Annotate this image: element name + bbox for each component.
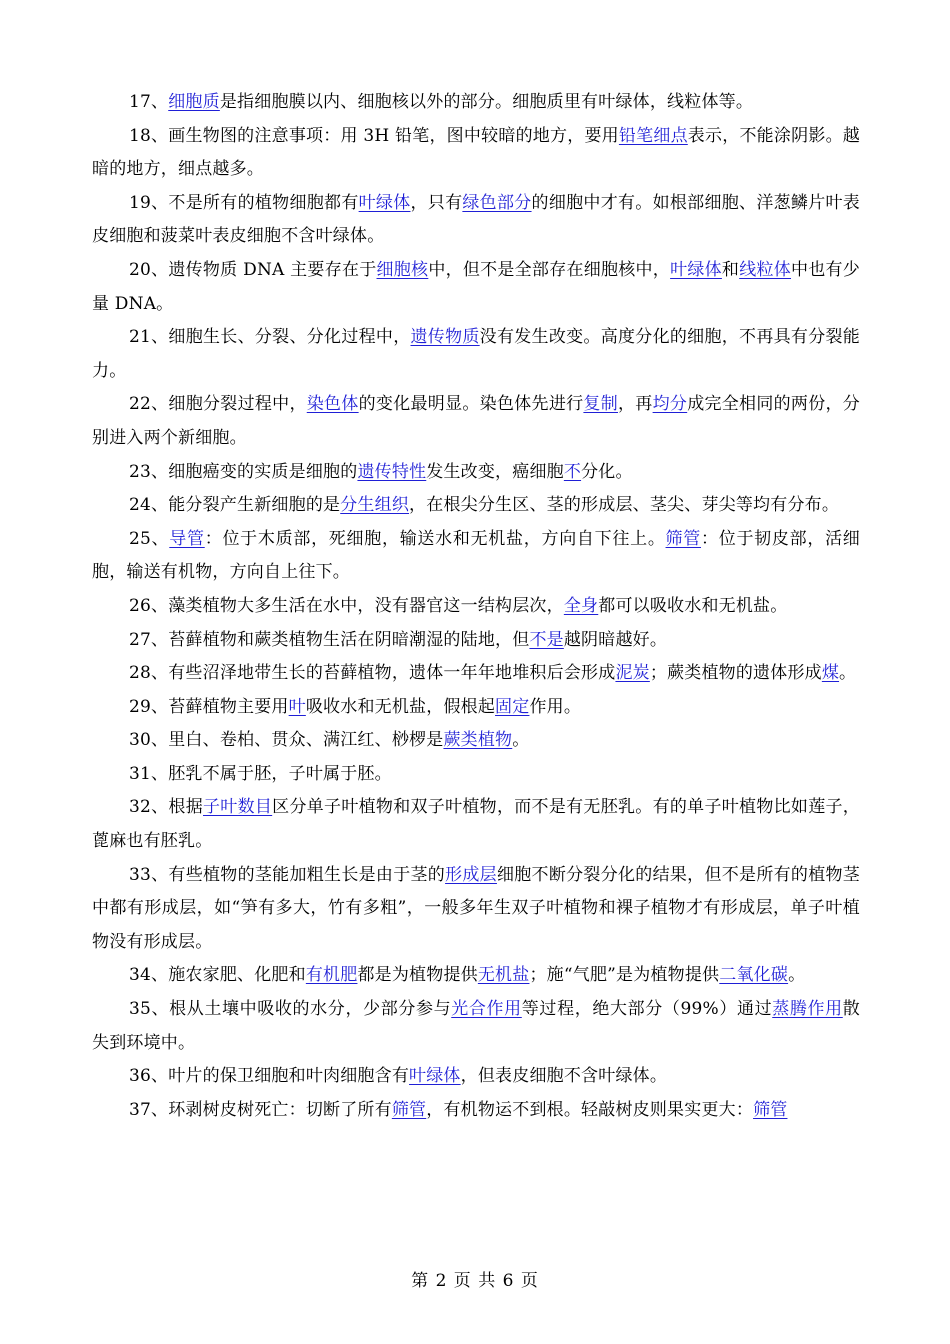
paragraph xyxy=(92,724,860,758)
paragraph xyxy=(92,1094,860,1128)
paragraph-text: 34、施农家肥、化肥和 xyxy=(129,965,306,986)
keyword-link[interactable]: 叶绿体 xyxy=(670,259,722,280)
paragraph-text: 31、胚乳不属于胚，子叶属于胚。 xyxy=(129,763,392,784)
paragraph-text: 24、能分裂产生新细胞的是 xyxy=(129,495,341,516)
keyword-link[interactable]: 绿色部分 xyxy=(462,192,532,213)
keyword-link[interactable]: 不 xyxy=(563,461,582,482)
paragraph-text: 20、遗传物质 DNA 主要存在于 xyxy=(129,259,377,280)
paragraph-text: 细胞不断分裂分化的结果，但不是所有的植物茎中都有形成层，如“笋有多大，竹有多粗”，一般多年生双子叶植物和裸子植物才有形成层，单子叶植物没有形成层。 xyxy=(92,864,860,952)
paragraph-text: 23、细胞癌变的实质是细胞的 xyxy=(129,461,358,482)
keyword-link[interactable]: 复制 xyxy=(583,394,618,415)
paragraph xyxy=(92,959,860,993)
paragraph xyxy=(92,590,860,624)
keyword-link[interactable]: 叶绿体 xyxy=(409,1066,461,1087)
paragraph xyxy=(92,993,860,1060)
keyword-link[interactable]: 蒸腾作用 xyxy=(772,999,843,1020)
paragraph-text: 的细胞中才有。如根部细胞、洋葱鳞片叶表皮细胞和菠菜叶表皮细胞不含叶绿体。 xyxy=(92,192,860,247)
keyword-link[interactable]: 筛管 xyxy=(665,528,701,549)
paragraph-text: 。 xyxy=(839,663,857,684)
paragraph-text: ；蕨类植物的遗体形成 xyxy=(649,663,822,684)
keyword-link[interactable]: 筛管 xyxy=(391,1099,427,1120)
paragraph xyxy=(92,321,860,388)
keyword-link[interactable]: 不是 xyxy=(529,629,564,650)
paragraph xyxy=(92,791,860,858)
paragraph-text: 35、根从土壤中吸收的水分，少部分参与 xyxy=(129,999,452,1020)
keyword-link[interactable]: 叶绿体 xyxy=(358,192,411,213)
paragraph-text: 等过程，绝大部分（99%）通过 xyxy=(521,999,773,1020)
paragraph-text: 19、不是所有的植物细胞都有 xyxy=(129,192,359,213)
keyword-link[interactable]: 泥炭 xyxy=(615,663,650,684)
paragraph-text: 吸收水和无机盐，假根起 xyxy=(305,696,496,717)
paragraph-text: 27、苔藓植物和蕨类植物生活在阴暗潮湿的陆地，但 xyxy=(129,629,530,650)
keyword-link[interactable]: 导管 xyxy=(169,528,205,549)
paragraph-text: ，但表皮细胞不含叶绿体。 xyxy=(460,1066,668,1087)
paragraph xyxy=(92,456,860,490)
paragraph-text: 都可以吸收水和无机盐。 xyxy=(598,595,788,616)
paragraph-text: 成完全相同的两份，分别进入两个新细胞。 xyxy=(92,394,861,448)
paragraph xyxy=(92,859,860,960)
keyword-link[interactable]: 叶 xyxy=(288,696,306,717)
paragraph-text: 33、有些植物的茎能加粗生长是由于茎的 xyxy=(129,864,446,885)
paragraph-text: 区分单子叶植物和双子叶植物，而不是有无胚乳。有的单子叶植物比如莲子，蓖麻也有胚乳。 xyxy=(92,797,860,852)
page-footer: 第 2 页 共 6 页 xyxy=(411,1271,539,1291)
keyword-link[interactable]: 全身 xyxy=(563,595,599,616)
keyword-link[interactable]: 线粒体 xyxy=(739,259,791,280)
keyword-link[interactable]: 遗传物质 xyxy=(410,327,480,348)
paragraph xyxy=(92,691,860,725)
keyword-link[interactable]: 蕨类植物 xyxy=(443,730,513,751)
paragraph-text: 中，但不是全部存在细胞核中， xyxy=(428,259,671,280)
paragraph xyxy=(92,657,860,691)
keyword-link[interactable]: 光合作用 xyxy=(451,999,522,1020)
keyword-link[interactable]: 细胞核 xyxy=(376,259,429,280)
paragraph xyxy=(92,758,860,792)
paragraph xyxy=(92,624,860,658)
paragraph-text: 表示，不能涂阴影。越暗的地方，细点越多。 xyxy=(92,125,860,180)
keyword-link[interactable]: 细胞质 xyxy=(168,92,220,112)
keyword-link[interactable]: 染色体 xyxy=(306,394,359,415)
paragraph-text: 32、根据 xyxy=(129,797,203,818)
paragraph xyxy=(92,489,860,523)
paragraph-text: 26、藻类植物大多生活在水中，没有器官这一结构层次， xyxy=(129,595,564,616)
paragraph-text: ，只有 xyxy=(410,192,463,213)
paragraph-text: 的变化最明显。染色体先进行 xyxy=(358,394,584,415)
paragraph-text: ，再 xyxy=(618,394,653,415)
paragraph xyxy=(92,1060,860,1094)
paragraph-text: ：位于木质部，死细胞，输送水和无机盐，方向自下往上。 xyxy=(204,528,666,549)
keyword-link[interactable]: 铅笔细点 xyxy=(618,125,688,146)
paragraph-text: 22、细胞分裂过程中， xyxy=(129,394,307,415)
paragraph xyxy=(92,388,860,455)
paragraph-text: 分化。 xyxy=(581,461,633,482)
paragraph-text: 29、苔藓植物主要用 xyxy=(129,696,289,717)
keyword-link[interactable]: 遗传特性 xyxy=(357,461,427,482)
keyword-link[interactable]: 形成层 xyxy=(445,864,497,885)
paragraph-text: 是指细胞膜以内、细胞核以外的部分。细胞质里有叶绿体，线粒体等。 xyxy=(219,92,754,112)
paragraph-text: ，在根尖分生区、茎的形成层、茎尖、芽尖等均有分布。 xyxy=(409,495,840,516)
keyword-link[interactable]: 二氧化碳 xyxy=(719,965,789,986)
paragraph-text: 散失到环境中。 xyxy=(92,999,860,1053)
paragraph-text: 36、叶片的保卫细胞和叶肉细胞含有 xyxy=(129,1066,410,1087)
paragraph-text: 没有发生改变。高度分化的细胞，不再具有分裂能力。 xyxy=(92,327,860,381)
paragraph-text: 28、有些沼泽地带生长的苔藓植物，遗体一年年地堆积后会形成 xyxy=(129,663,616,684)
paragraph-text: 37、环剥树皮树死亡：切断了所有 xyxy=(129,1099,392,1120)
paragraph xyxy=(92,86,860,120)
paragraph-text: ，有机物运不到根。轻敲树皮则果实更大： xyxy=(426,1099,754,1120)
paragraph-text: 越阴暗越好。 xyxy=(563,629,668,650)
paragraph xyxy=(92,187,860,254)
paragraph-text: 。 xyxy=(788,965,806,986)
paragraph-text: 和 xyxy=(721,259,740,280)
paragraph xyxy=(92,254,860,321)
paragraph xyxy=(92,523,860,590)
paragraph-text: ：位于韧皮部，活细胞，输送有机物，方向自上往下。 xyxy=(92,528,860,583)
paragraph-text: 都是为植物提供 xyxy=(357,965,478,986)
document-body xyxy=(92,86,860,1127)
paragraph-text: 发生改变，癌细胞 xyxy=(426,461,564,482)
paragraph-text: ；施“气肥”是为植物提供 xyxy=(529,965,720,986)
keyword-link[interactable]: 固定 xyxy=(495,696,530,717)
paragraph-text: 18、画生物图的注意事项：用 3H 铅笔，图中较暗的地方，要用 xyxy=(129,125,619,146)
paragraph-text: 25、 xyxy=(129,528,170,549)
keyword-link[interactable]: 分生组织 xyxy=(340,495,410,516)
keyword-link[interactable]: 煤 xyxy=(821,663,840,684)
paragraph-text: 30、里白、卷柏、贯众、满江红、桫椤是 xyxy=(129,730,444,751)
paragraph-text: 作用。 xyxy=(529,696,582,717)
paragraph-text: 17、 xyxy=(129,92,169,112)
keyword-link[interactable]: 子叶数目 xyxy=(203,797,273,818)
paragraph-text: 中也有少量 DNA。 xyxy=(92,259,861,314)
keyword-link[interactable]: 无机盐 xyxy=(477,965,530,986)
paragraph-text: 21、细胞生长、分裂、分化过程中， xyxy=(129,327,411,348)
keyword-link[interactable]: 筛管 xyxy=(753,1099,788,1120)
paragraph xyxy=(92,120,860,187)
keyword-link[interactable]: 均分 xyxy=(652,394,688,415)
paragraph-text: 。 xyxy=(512,730,530,751)
keyword-link[interactable]: 有机肥 xyxy=(305,965,358,986)
